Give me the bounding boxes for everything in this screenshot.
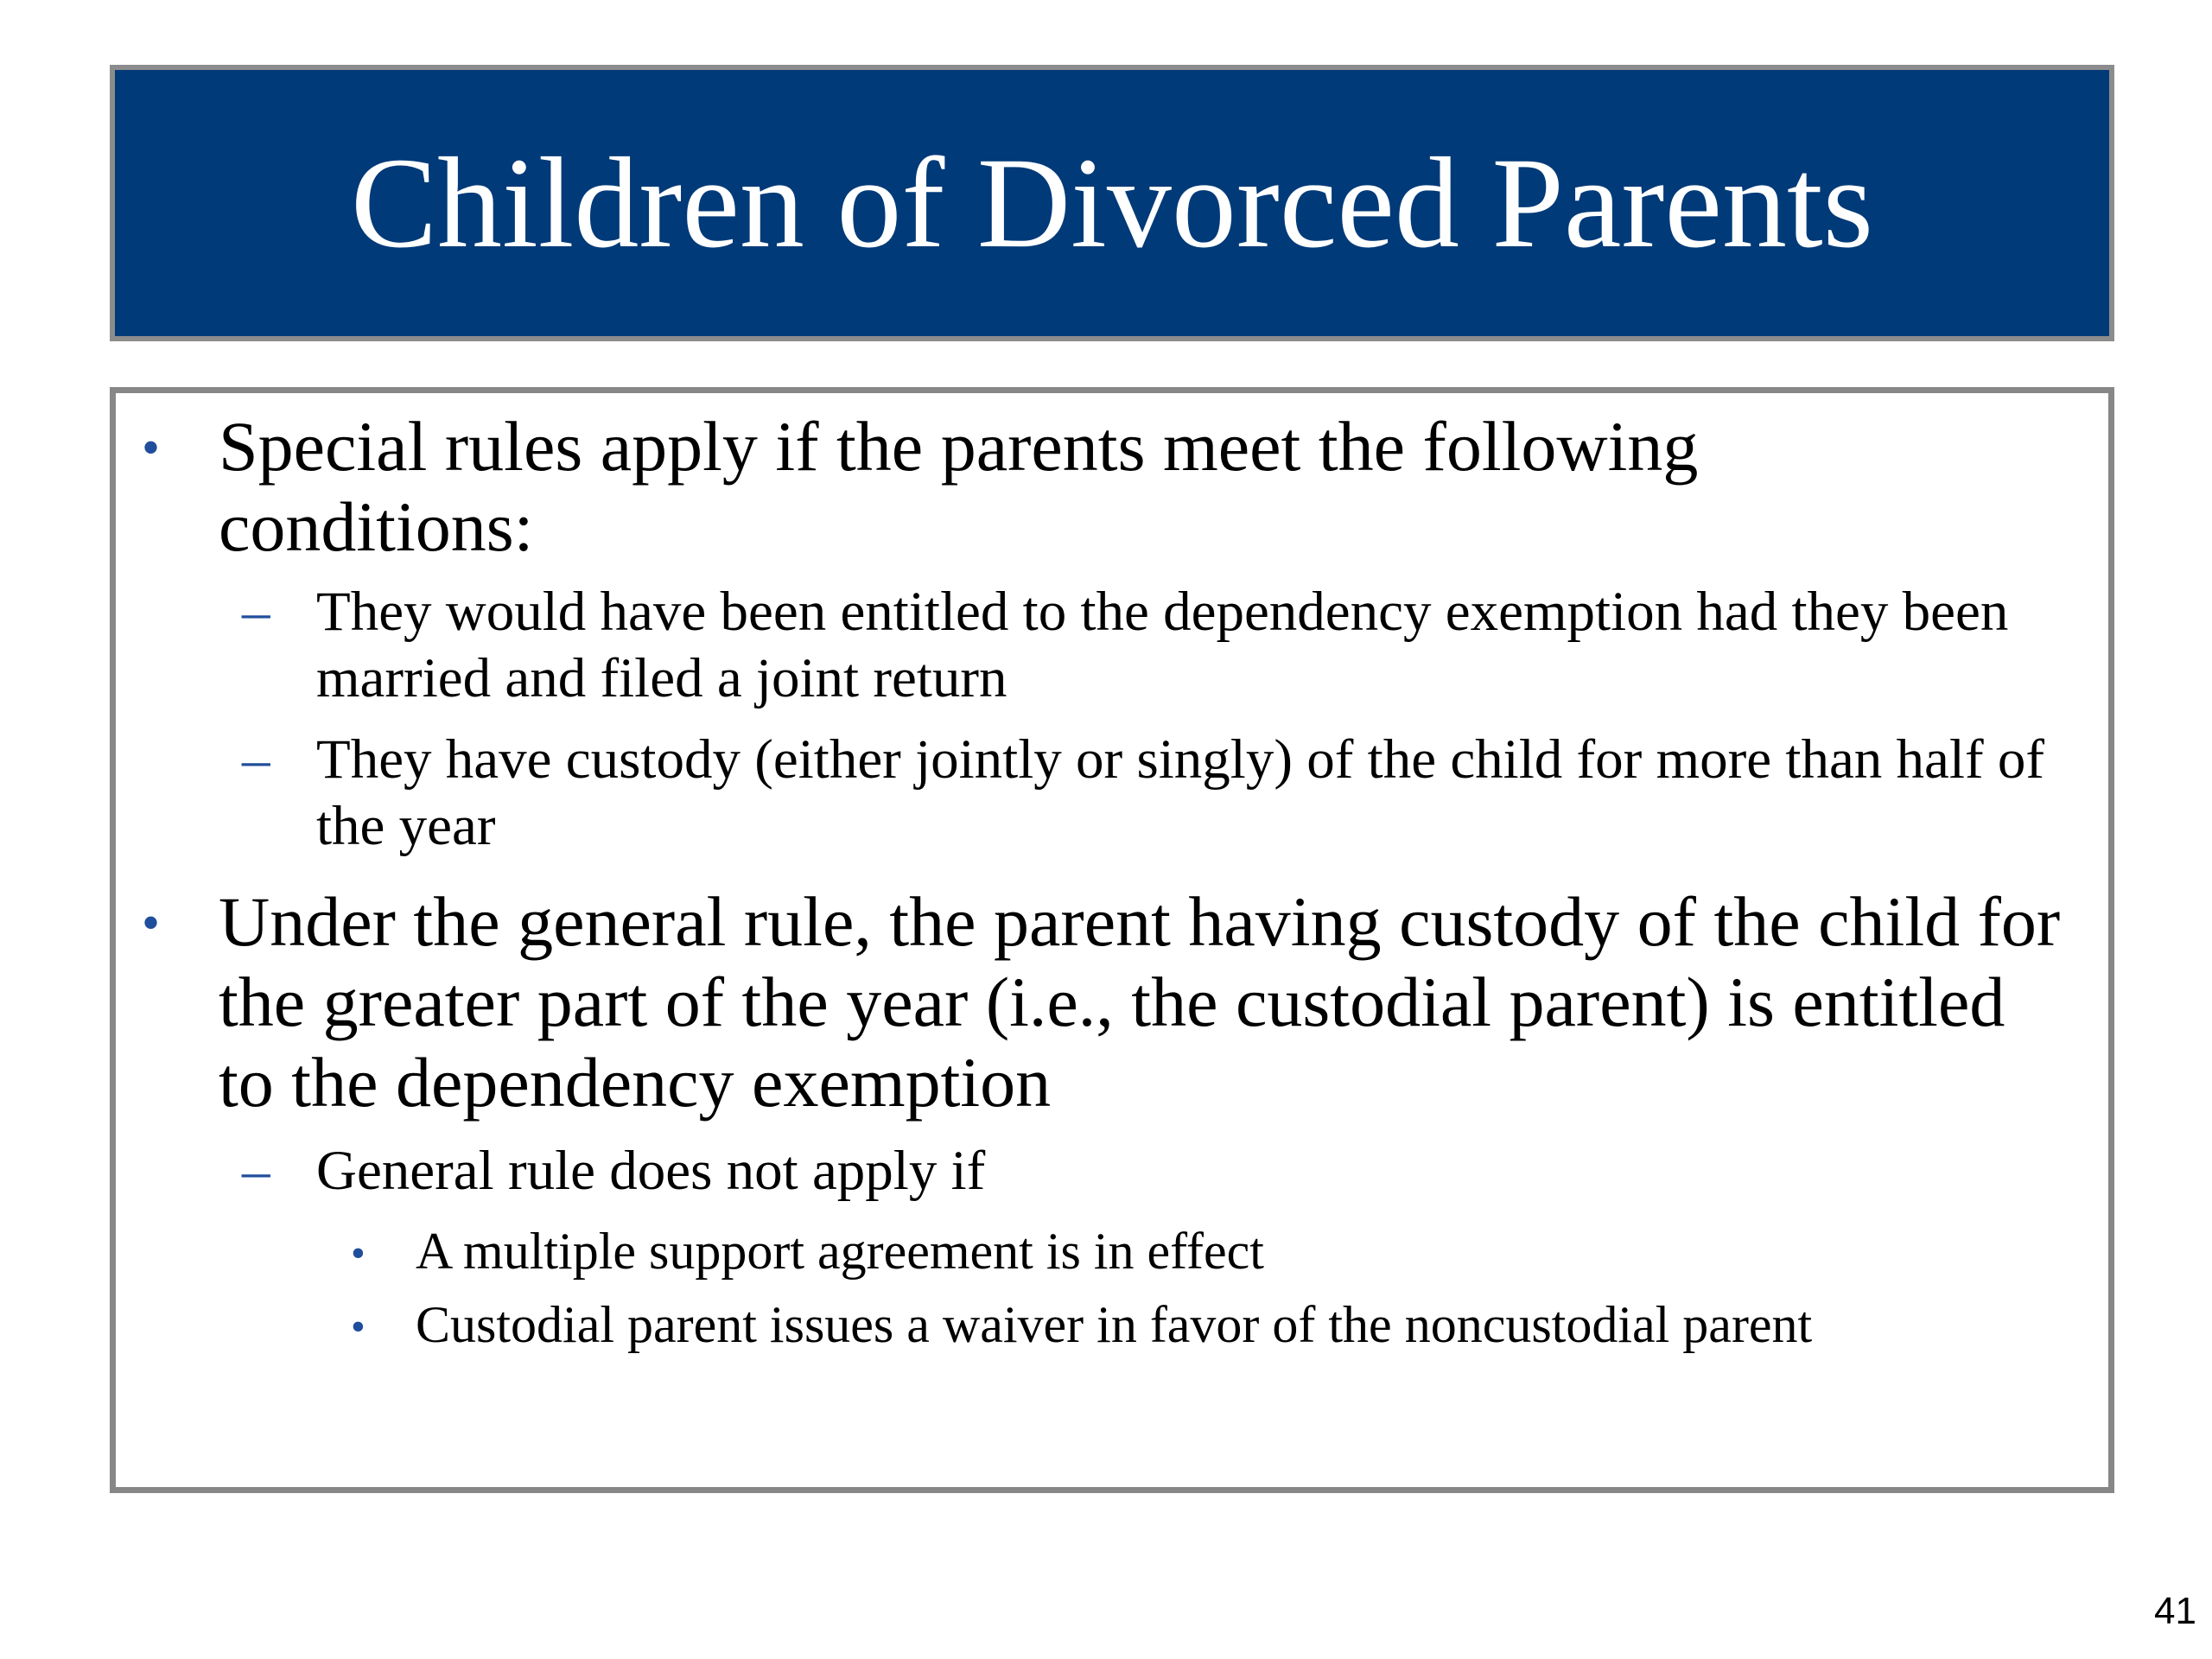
content-box [110, 387, 2114, 1493]
bullet-marker: • [351, 1304, 365, 1350]
title-banner [110, 65, 2114, 341]
bullet-marker: • [142, 419, 161, 476]
bullet-marker: • [142, 894, 161, 951]
dash-marker: – [242, 1140, 270, 1202]
sub-sub-bullet-item [116, 1221, 2103, 1281]
sub-bullet-item [116, 1138, 2103, 1205]
bullet-item [116, 881, 2086, 1122]
sub-sub-bullet-item [116, 1294, 2103, 1355]
bullet-item [116, 406, 2086, 567]
bullet-marker: • [351, 1230, 365, 1276]
dash-marker: – [242, 581, 270, 643]
page-number: 41 [2154, 1590, 2196, 1632]
sub-bullet-text: General rule does not apply if [316, 1140, 986, 1202]
sub-bullet-text: They have custody (either jointly or singly) of the child for more than half of the year [316, 728, 2044, 857]
sub-sub-bullet-text: Custodial parent issues a waiver in favor of the noncustodial parent [416, 1296, 1813, 1353]
sub-bullet-text: They would have been entitled to the dependency exemption had they been married and filed a joint return [316, 581, 2009, 709]
sub-sub-bullet-text: A multiple support agreement is in effect [416, 1223, 1264, 1280]
sub-bullet-item [116, 579, 2103, 712]
dash-marker: – [242, 728, 270, 791]
slide-title: Children of Divorced Parents [350, 131, 1874, 275]
bullet-text: Under the general rule, the parent having custody of the child for the greater part of the year (i.e., the custodial parent) is entitled to the dependency exemption [219, 882, 2061, 1122]
sub-bullet-item [116, 727, 2103, 860]
bullet-text: Special rules apply if the parents meet the following conditions: [219, 407, 1699, 566]
